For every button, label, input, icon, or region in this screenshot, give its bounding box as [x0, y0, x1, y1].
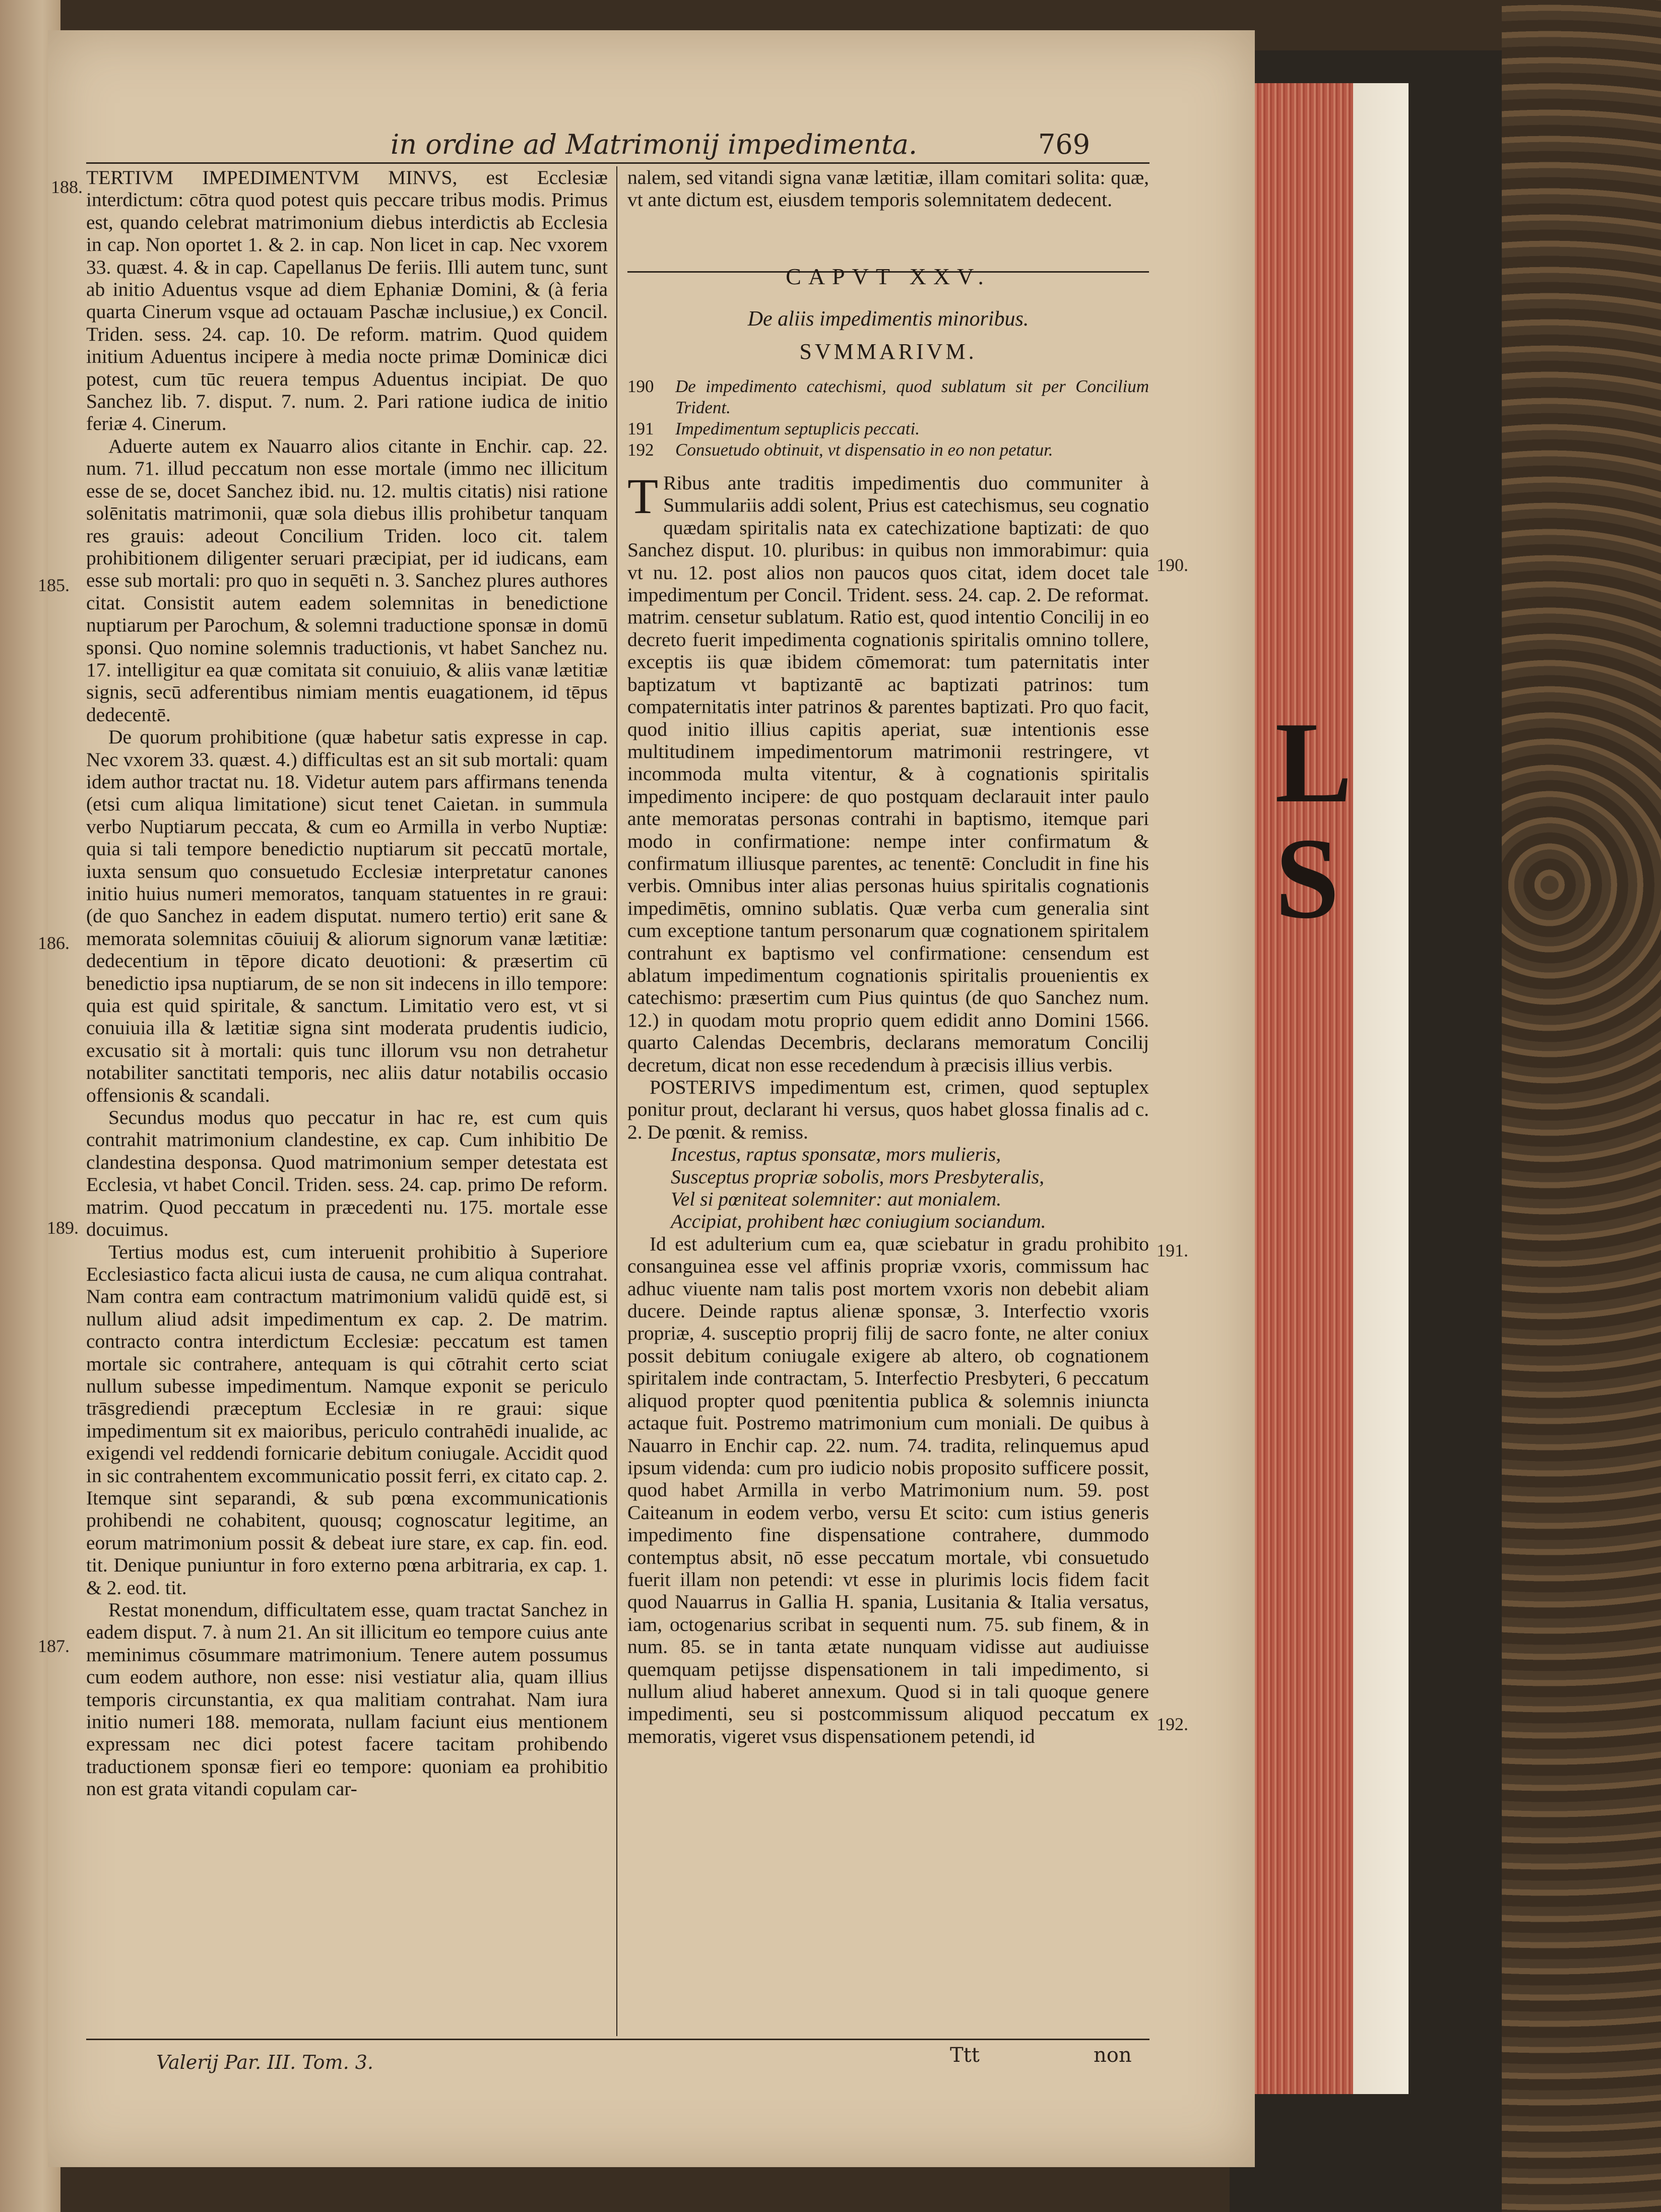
gathering-mark: Ttt: [950, 2044, 980, 2067]
paragraph: Tertius modus est, cum interuenit prohibitio à Superiore Ecclesiastico facta alicui iusta de causa, ne cum aliqua contrahat. Nam contra eam contractum matrimonium validū quidē est, si nullum aliud adsit impedimentum ex cap. 2. De matrim. contracto contra interdictum Ecclesiæ: peccatum est tamen mortale sic contrahere, antequam is qui cōtrahit certo sciat nullum subesse impedimentum. Namque exponit se periculo trāsgrediendi præceptum Ecclesiæ in re graui: sique impedimentum sit ex maioribus, periculo contrahēdi inualide, ac exigendi vel reddendi fornicarie debitum coniugale. Accidit quod in sic contrahentem excommunicatio possit ferri, ex citato cap. 2. Itemque sint separandi, & sub pœna excommunicationis prohibendi ne cohabitent, quousq; cognoscatur legitime, an eorum matrimonium possit & debeat iure stare, ex cap. fin. eod. tit. Denique puniuntur in foro externo pœna arbitraria, ex cap. 1. & 2. eod. tit.: [86, 1240, 608, 1599]
margin-number: 185.: [38, 575, 70, 595]
summary-heading: SVMMARIVM.: [799, 339, 977, 364]
continuation-text: nalem, sed vitandi signa vanæ lætitiæ, illam comitari solita: quæ, vt ante dictum est, eiusdem temporis solemnitatem dedecent.: [627, 166, 1149, 211]
chapter-title: CAPVT XXV.: [786, 263, 991, 289]
summary-list: [627, 376, 1149, 461]
summary-text: Impedimentum septuplicis peccati.: [675, 419, 920, 439]
paragraph: POSTERIVS impedimentum est, crimen, quod septuplex ponitur prout, declarant hi versus, quos habet glossa finalis ad c. 2. De pœnit. & remiss.: [627, 1076, 1149, 1143]
paragraph: Id est adulterium cum ea, quæ sciebatur in gradu prohibito consanguinea esse vel affinis propriæ vxoris, commissum hac adhuc viuente nam talis post mortem vxoris non debebit aliam ducere. Deinde raptus alienæ sponsæ, 3. Interfectio vxoris propriæ, 4. susceptio proprij filij de sacro fonte, ne alter coniux possit debitum coniugale exigere ab altero, ob cognationem spiritalem inde contractam, 5. Interfectio Presbyteri, 6 peccatum aliquod propter quod pœnitentia publica & solemnis iniuncta actaque fuit. Postremo matrimonium cum moniali. De quibus à Nauarro in Enchir cap. 22. num. 74. tradita, relinquemus apud ipsum videnda: cum pro iudicio nobis proposito sufficere possit, quod habet Armilla in verbo Matrimonium num. 59. post Caiteanum in eodem verbo, versu Et scito: cum istius generis impedimento fine dispensatione contrahere, dummodo contemptus absit, nō esse peccatum mortale, vbi consuetudo fuerit illam non petendi: vt esse in plurimis locis fidem facit quod Nauarrus in Gallia H. spania, Lusitania & Italia versatus, iam, octogenarius scribat in sequenti num. 75. sub finem, & in num. 85. se in tanta ætate nunquam vidisse aut audiuisse quemquam petijsse dispensationem in tali impedimento, si nullum aliud haberet annexum. Quod si in tali quoque genere impedimenti, seu si postcommissum aliquod peccatum ex memoratis, vigeret vsus dispensationem petendi, id: [627, 1232, 1149, 1747]
margin-number: 189.: [47, 1218, 79, 1238]
summary-text: De impedimento catechismi, quod sublatum sit per Concilium Trident.: [675, 376, 1149, 418]
verse-block: [627, 1143, 1149, 1233]
margin-number: 188.: [51, 177, 83, 197]
volume-signature: Valerij Par. III. Tom. 3.: [156, 2051, 374, 2073]
summary-text: Consuetudo obtinuit, vt dispensatio in eo non petatur.: [675, 440, 1053, 460]
left-column: [86, 166, 608, 2036]
margin-number: 190.: [1157, 555, 1188, 575]
verse-line: Vel si pœniteat solemniter: aut monialem.: [671, 1188, 1002, 1211]
spine-stamp-letter-1: L: [1275, 698, 1353, 827]
header-rule: [86, 162, 1149, 164]
column-divider: [616, 166, 617, 2036]
summary-number: 191: [627, 419, 654, 439]
paragraph: Secundus modus quo peccatur in hac re, est cum quis contrahit matrimonium clandestine, ex cap. Cum inhibitio De clandestina desponsa. Quod matrimonium semper detestata est Ecclesia, vt habet Concil. Triden. sess. 24. cap. primo De reform. matrim. Quod peccatum in præcedenti nu. 175. mortale esse docuimus.: [86, 1106, 608, 1241]
right-column: [627, 166, 1149, 1747]
marbled-cover: [1502, 0, 1661, 2212]
catchword: non: [1094, 2044, 1132, 2067]
spine-stamp-letter-2: S: [1275, 814, 1339, 942]
book-page: [38, 30, 1255, 2167]
margin-number: 187.: [38, 1636, 70, 1656]
verse-line: Incestus, raptus sponsatæ, mors mulieris,: [671, 1143, 1001, 1166]
red-page-edges: [1252, 83, 1353, 2094]
margin-number: 186.: [38, 933, 70, 953]
page-number: 769: [1038, 129, 1091, 160]
paragraph-body: Ribus ante traditis impedimentis duo communiter à Summulariis addi solent, Prius est catechismus, seu cognatio quædam spiritalis nata ex catechizatione baptizati: de quo Sanchez disput. 10. pluribus: in quibus non immorabimur: quia vt nu. 12. post alios non paucos quos citat, idem docet tale impedimentum per Concil. Trident. sess. 24. cap. 2. De reformat. matrim. censetur sublatum. Ratio est, quod intentio Concilij in eo decreto fuerit impedimenta cognationis spiritalis omnino tollere, exceptis iis quæ ibidem cōmemorat: tum paternitatis inter baptizatum vt baptizantē ac baptizati patrinos: tum compaternitatis inter patrinos & parentes baptizati. Pro quo facit, quod initio illius capitis aperiat, suæ intentionis esse multitudinem impedimentorum matrimonii restringere, vt incommoda multa vitentur, & à cognationis spiritalis impedimento incipere: de quo postquam declarauit inter paulo ante memoratas personas contrahi in baptismo, itemque pari modo in confirmatione: nempe inter confirmatum & confirmatum illiusque parentes, ac tenentē: Concludit in fine his verbis. Omnibus inter alias personas huius spiritalis cognationis impedimētis, omnino sublatis. Quæ verba cum generalia sint cum exceptione tantum personarum quæ cognationem spiritalem contrahunt ex baptismo vel confirmatione: censendum est ablatum impedimentum cognationis spiritalis prouenientis ex catechismo: præsertim cum Pius quintus (de quo Sanchez num. 12.) in quodam motu proprio quem edidit anno Domini 1566. quarto Calendas Decembris, declarans memoratum Concilij decretum, dicat non esse recedendum à præcisis illius verbis.: [627, 472, 1149, 1076]
verse-line: Accipiat, prohibent hæc coniugium sociandum.: [671, 1210, 1046, 1233]
summary-item: [627, 376, 1149, 418]
summary-item: [627, 418, 1149, 439]
running-title: in ordine ad Matrimonij impedimenta.: [391, 129, 917, 160]
margin-number: 192.: [1157, 1714, 1188, 1734]
verse-line: Susceptus propriæ sobolis, mors Presbyteralis,: [671, 1165, 1045, 1188]
margin-number: 191.: [1157, 1240, 1188, 1260]
summary-item: [627, 439, 1149, 461]
paragraph: Aduerte autem ex Nauarro alios citante in Enchir. cap. 22. num. 71. illud peccatum non esse mortale (immo nec illicitum esse de se, docet Sanchez ibid. nu. 12. multis citatis) nisi ratione solēnitatis matrimonii, quæ sola diebus illis prohibetur tanquam res grauis: adeout Concilium Triden. loco cit. talem prohibitionem diligenter seruari præcipiat, per id iudicans, eam esse sub mortali: pro quo in sequēti n. 3. Sanchez plures authores citat. Consistit autem eadem solemnitas in benedictione nuptiarum per Parochum, & solemni traductione sponsæ in domū sponsi. Quo nomine solemnis traductionis, vt habet Sanchez nu. 17. intelligitur ea quæ comitata sit conuiuio, & aliis vanæ lætitiæ signis, secū adferentibus nimiam mentis euagationem, id tēpus dedecentē.: [86, 434, 608, 726]
summary-number: 190: [627, 376, 654, 397]
chapter-subtitle: De aliis impedimentis minoribus.: [747, 307, 1029, 331]
paragraph: Restat monendum, difficultatem esse, quam tractat Sanchez in eadem disput. 7. à num 21. An sit illicitum eo tempore cuius ante meminimus cōsummare matrimonium. Tenere autem possumus cum eodem authore, non esse: nisi vestiatur alia, quam illius temporis circunstantia, ex qua malitiam contrahat. Nam iura initio numeri 188. memorata, nullam faciunt eius mentionem expressam nec dici potest facere tacitam prohibendo traductionem sponsæ fieri eo tempore: quoniam ea prohibitio non est grata vitandi copulam car-: [86, 1599, 608, 1800]
paragraph: TERTIVM IMPEDIMENTVM MINVS, est Ecclesiæ interdictum: cōtra quod potest quis peccare tribus modis. Primus est, quando celebrat matrimonium diebus interdictis ab Ecclesia in cap. Non oportet 1. & 2. in cap. Non licet in cap. Nec vxorem 33. quæst. 4. & in cap. Capellanus De feriis. Illi autem tunc, sunt ab initio Aduentus vsque ad diem Ephaniæ Domini, & (à feria quarta Cinerum vsque ad octauam Paschæ inclusiue,) ex Concil. Triden. sess. 24. cap. 10. De reform. matrim. Quod quidem initium Aduentus incipere à media nocte primæ Dominicæ dici potest, cum tūc reuera tempus Aduentus incipiat. De quo Sanchez lib. 7. disput. 7. num. 2. Pari ratione iudica de initio feriæ 4. Cinerum.: [86, 166, 608, 435]
summary-number: 192: [627, 440, 654, 460]
paragraph: De quorum prohibitione (quæ habetur satis expresse in cap. Nec vxorem 33. quæst. 4.) difficultas est an sit sub mortali: quam idem author tractat nu. 18. Videtur autem pars affirmans tenenda (etsi cum aliqua limitatione) sicut tenet Caietan. in summula verbo Nuptiarum peccata, & cum eo Armilla in verbo Nuptiæ: quia si tali tempore benedictio nuptiarum sit peccatū mortale, iuxta sensum quo consuetudo Ecclesiæ interpretatur canones initio huius numeri memoratos, tanquam statuentes in re graui: (de quo Sanchez in eadem disputat. numero tertio) erit sane & memorata solemnitas cōuiuij & aliorum signorum vanæ lætitiæ: dedecentium in tēpore dicato deuotioni: & præsertim cū benedictio ipsa nuptiarum, de se non sit indecens in illo tempore: quia est quid spiritale, & sanctum. Limitatio vero est, vt si conuiuia illa & lætitiæ signa sint moderata prudentis iudicio, excusatio sit à mortali: quis tunc illorum vsu non detrahetur notabiliter sanctitati temporis, nec aliis datur notabilis occasio offensionis & scandali.: [86, 726, 608, 1106]
drop-cap: T: [627, 468, 659, 525]
footer-rule: [86, 2039, 1149, 2040]
running-header: [48, 129, 1255, 164]
paragraph: [627, 468, 1149, 1076]
paper-edge: [1353, 83, 1409, 2094]
